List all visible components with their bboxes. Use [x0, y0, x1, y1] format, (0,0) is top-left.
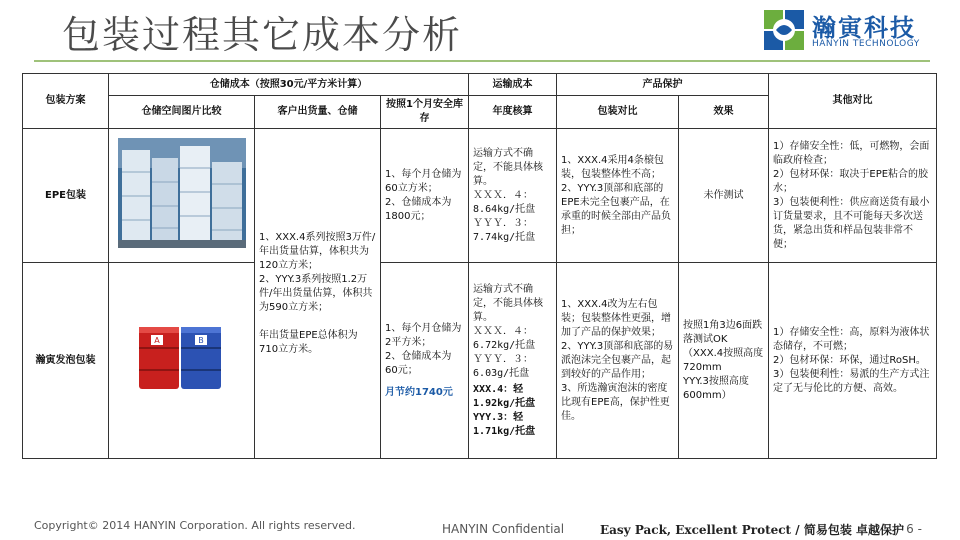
header-storage-cost: 仓储成本（按照30元/平方米计算） [109, 74, 469, 96]
logo-icon [762, 8, 806, 52]
header-other-comparison: 其他对比 [769, 74, 937, 129]
header-scheme: 包装方案 [23, 74, 109, 129]
footer-copyright: Copyright© 2014 HANYIN Corporation. All rights reserved. [34, 519, 356, 532]
logo-english-name: HANYIN TECHNOLOGY [812, 39, 920, 49]
epe-annual: 运输方式不确定，不能具体核算。 ＸＸＸ．４：8.64kg/托盘 ＹＹＹ．３：7.74kg/托盘 [469, 129, 557, 263]
hanyin-effect: 按照1角3边6面跌落测试OK （XXX.4按照高度720mm YYY.3按照高度600mm） [679, 263, 769, 459]
hanyin-pack-compare: 1、XXX.4改为左右包装；包装整体性更强，增加了产品的保护效果； 2、YYY.3顶部和底部的易派泡沫完全包裹产品，起到较好的产品作用； 3、所选瀚寅泡沫的密度比现有EPE高，保护性更佳。 [557, 263, 679, 459]
drum-photo-cell [109, 263, 255, 459]
table-row [23, 263, 937, 459]
epe-effect: 未作测试 [679, 129, 769, 263]
hanyin-other: 1）存储安全性：高，原料为液体状态储存，不可燃； 2）包材环保：环保，通过RoSH。 3）包装便利性：易派的生产方式注定了无与伦比的方便、高效。 [769, 263, 937, 459]
monthly-saving: 月节约1740元 [385, 386, 453, 398]
footer-slogan: Easy Pack, Excellent Protect / 简易包装 卓越保护 [600, 523, 905, 537]
epe-pack-compare: 1、XXX.4采用4条榱包装，包装整体性不高； 2、YYY.3顶部和底部的EPE未完全包裹产品，在承重的时候全部由产品负担； [557, 129, 679, 263]
hanyin-monthly-stock-cell [381, 263, 469, 459]
drum-label-b: B [197, 336, 204, 345]
customer-volume-cell: 1、XXX.4系列按照3万件/年出货量估算，体积共为120立方米； 2、YYY.3系列按照1.2万件/年出货量估算，体积共为590立方米； 年出货量EPE总体积为710立方米。 [255, 129, 381, 459]
header-pack-compare: 包装对比 [557, 96, 679, 129]
epe-monthly-stock: 1、每个月仓储为60立方米； 2、仓储成本为1800元； [381, 129, 469, 263]
hanyin-annual: 运输方式不确定，不能具体核算。 ＸＸＸ．４：6.72kg/托盘 ＹＹＹ．３：6.03g/托盘 [473, 283, 544, 379]
drums-photo [117, 323, 247, 393]
company-logo [762, 8, 932, 54]
table-row [23, 129, 937, 263]
cost-analysis-table [22, 73, 937, 459]
header-effect: 效果 [679, 96, 769, 129]
slide-title: 包装过程其它成本分析 [62, 13, 463, 57]
footer-confidential: HANYIN Confidential [442, 522, 565, 536]
hanyin-annual-cell [469, 263, 557, 459]
hanyin-weight-saving: XXX.4：轻1.92kg/托盘 YYY.3：轻1.71kg/托盘 [473, 383, 536, 437]
title-divider [34, 60, 930, 62]
header-annual: 年度核算 [469, 96, 557, 129]
header-product-protection: 产品保护 [557, 74, 769, 96]
hanyin-monthly-stock: 1、每个月仓储为2平方米； 2、仓储成本为60元； [385, 322, 462, 376]
warehouse-photo [118, 138, 246, 248]
page-number: - 6 - [898, 522, 922, 536]
header-monthly-stock: 按照1个月安全库存 [381, 96, 469, 129]
row-label-hanyin: 瀚寅发泡包装 [23, 263, 109, 459]
epe-other: 1）存储安全性：低，可燃物，会面临政府检查； 2）包材环保：取决于EPE粘合的胶水； 3）包装便利性：供应商送货有最小订货量要求，且不可能每天多次送货，紧急出货和样品包装非常不便； [769, 129, 937, 263]
header-customer-volume: 客户出货量、仓储 [255, 96, 381, 129]
storage-photo-cell [109, 129, 255, 263]
drum-label-a: A [153, 336, 160, 345]
logo-chinese-name: 瀚寅科技 [812, 14, 916, 42]
header-storage-image: 仓储空间图片比较 [109, 96, 255, 129]
row-label-epe: EPE包装 [23, 129, 109, 263]
header-transport-cost: 运输成本 [469, 74, 557, 96]
